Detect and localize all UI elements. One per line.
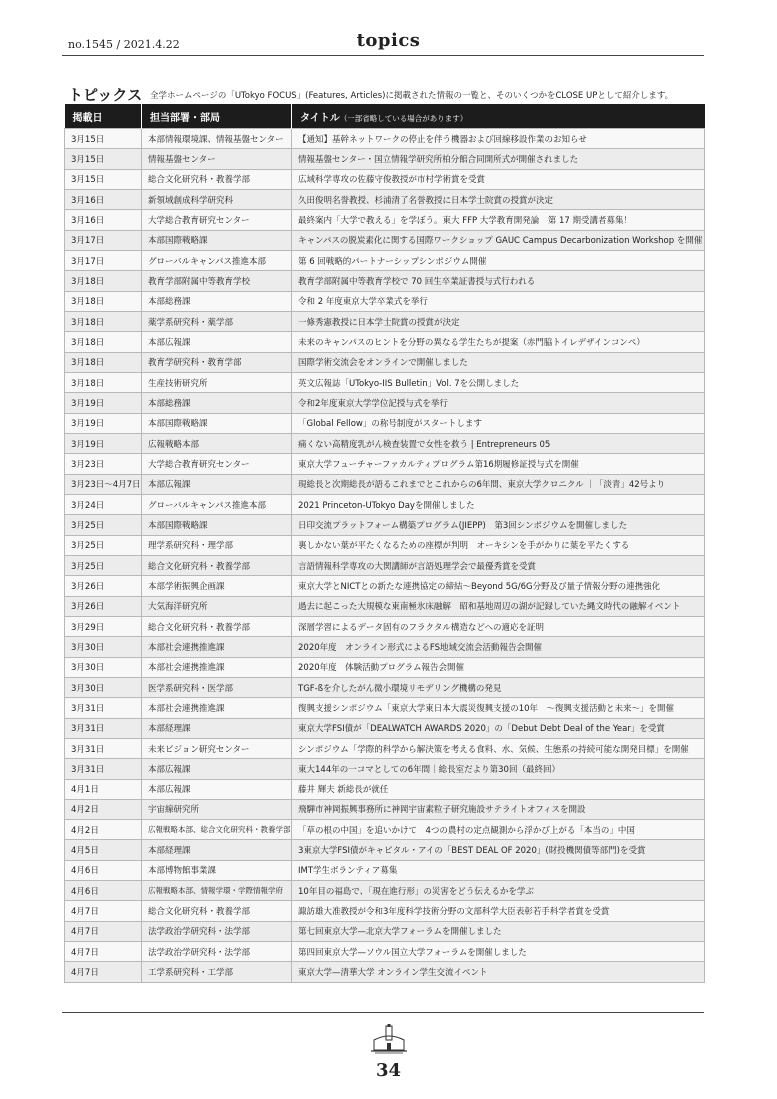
cell-dept: 生産技術研究所 xyxy=(142,372,292,392)
cell-title: シンポジウム「学際的科学から解決策を考える食料、水、気候、生態系の持続可能な開発目標」を開催 xyxy=(292,738,705,758)
cell-title: 10年目の福島で、「現在進行形」の災害をどう伝えるかを学ぶ xyxy=(292,881,705,901)
cell-title: TGF-ßを介したがん微小環境リモデリング機構の発見 xyxy=(292,677,705,697)
cell-date: 3月25日 xyxy=(65,555,142,575)
table-row xyxy=(65,555,705,575)
cell-title: IMT学生ボランティア募集 xyxy=(292,860,705,880)
cell-date: 3月25日 xyxy=(65,515,142,535)
cell-dept: 新領域創成科学研究科 xyxy=(142,189,292,209)
table-row xyxy=(65,372,705,392)
cell-dept: 本部広報課 xyxy=(142,332,292,352)
table-row xyxy=(65,169,705,189)
table-row xyxy=(65,901,705,921)
cell-title: 令和2年度東京大学学位記授与式を挙行 xyxy=(292,393,705,413)
table-row xyxy=(65,210,705,230)
page-number: 34 xyxy=(375,1060,402,1081)
cell-title: 最終案内「大学で教える」を学ぼう。東大 FFP 大学教育開発論 第 17 期受講者募集！ xyxy=(292,210,705,230)
cell-title: 裏しかない葉が平たくなるための座標が判明 オーキシンを手がかりに葉を平たくする xyxy=(292,535,705,555)
cell-date: 3月19日 xyxy=(65,413,142,433)
cell-date: 3月31日 xyxy=(65,698,142,718)
cell-dept: 総合文化研究科・教養学部 xyxy=(142,169,292,189)
cell-title: 2020年度 体験活動プログラム報告会開催 xyxy=(292,657,705,677)
cell-dept: 本部広報課 xyxy=(142,474,292,494)
cell-title: 2020年度 オンライン形式によるFS地域交流会活動報告会開催 xyxy=(292,637,705,657)
cell-dept: 本部国際戦略課 xyxy=(142,230,292,250)
cell-dept: 総合文化研究科・教養学部 xyxy=(142,616,292,636)
table-row xyxy=(65,637,705,657)
column-header-title-note: （一部省略している場合があります） xyxy=(339,113,468,123)
cell-title: 現総長と次期総長が語るこれまでとこれからの6年間、東京大学クロニクル ｜「淡青」42号より xyxy=(292,474,705,494)
cell-title: 諏訪雄大准教授が令和3年度科学技術分野の文部科学大臣表彰若手科学者賞を受賞 xyxy=(292,901,705,921)
cell-dept: 未来ビジョン研究センター xyxy=(142,738,292,758)
cell-dept: 宇宙線研究所 xyxy=(142,799,292,819)
cell-date: 3月30日 xyxy=(65,637,142,657)
cell-title: 言語情報科学専攻の大関講師が言語処理学会で最優秀賞を受賞 xyxy=(292,555,705,575)
cell-dept: 本部博物館事業課 xyxy=(142,860,292,880)
cell-dept: 大学総合教育研究センター xyxy=(142,210,292,230)
cell-dept: グローバルキャンパス推進本部 xyxy=(142,494,292,514)
cell-title: 令和 2 年度東京大学卒業式を挙行 xyxy=(292,291,705,311)
table-row xyxy=(65,271,705,291)
table-row xyxy=(65,291,705,311)
intro-text: 全学ホームページの「UTokyo FOCUS」(Features, Articles)に掲載された情報の一覧と、そのいくつかをCLOSE UPとして紹介します。 xyxy=(150,91,674,101)
table-row xyxy=(65,840,705,860)
table-row xyxy=(65,129,705,149)
cell-dept: 本部総務課 xyxy=(142,291,292,311)
table-row xyxy=(65,494,705,514)
column-header-title-label: タイトル xyxy=(300,112,340,124)
table-row xyxy=(65,921,705,941)
cell-date: 3月29日 xyxy=(65,616,142,636)
cell-date: 4月6日 xyxy=(65,881,142,901)
cell-date: 4月6日 xyxy=(65,860,142,880)
cell-date: 3月18日 xyxy=(65,311,142,331)
cell-title: 東京大学FSI債が「DEALWATCH AWARDS 2020」の「Debut Debt Deal of the Year」を受賞 xyxy=(292,718,705,738)
cell-dept: 総合文化研究科・教養学部 xyxy=(142,901,292,921)
table-row xyxy=(65,779,705,799)
cell-title: 東京大学—清華大学 オンライン学生交流イベント xyxy=(292,962,705,982)
cell-date: 4月5日 xyxy=(65,840,142,860)
cell-date: 4月7日 xyxy=(65,921,142,941)
topics-table xyxy=(64,104,705,983)
cell-title: 3東京大学FSI債がキャピタル・アイの「BEST DEAL OF 2020」(財投機関債等部門)を受賞 xyxy=(292,840,705,860)
table-row xyxy=(65,718,705,738)
cell-dept: 広報戦略本部、情報学環・学際情報学府 xyxy=(142,881,292,901)
table-row xyxy=(65,759,705,779)
cell-dept: 薬学系研究科・薬学部 xyxy=(142,311,292,331)
table-row xyxy=(65,820,705,840)
cell-title: 広域科学専攻の佐藤守俊教授が市村学術賞を受賞 xyxy=(292,169,705,189)
table-row xyxy=(65,942,705,962)
cell-date: 3月25日 xyxy=(65,535,142,555)
table-row xyxy=(65,230,705,250)
cell-date: 3月18日 xyxy=(65,372,142,392)
cell-date: 3月31日 xyxy=(65,759,142,779)
table-row xyxy=(65,657,705,677)
column-header-dept: 担当部署・部局 xyxy=(142,104,292,129)
cell-date: 3月30日 xyxy=(65,657,142,677)
cell-dept: 大学総合教育研究センター xyxy=(142,454,292,474)
column-header-date: 掲載日 xyxy=(65,104,142,129)
table-row xyxy=(65,860,705,880)
cell-dept: 本部情報環境課、情報基盤センター xyxy=(142,129,292,149)
cell-date: 4月2日 xyxy=(65,820,142,840)
cell-date: 3月31日 xyxy=(65,718,142,738)
table-row xyxy=(65,738,705,758)
cell-dept: 本部社会連携推進課 xyxy=(142,657,292,677)
cell-title: 教育学部附属中等教育学校で 70 回生卒業証書授与式行われる xyxy=(292,271,705,291)
table-row xyxy=(65,698,705,718)
cell-dept: 本部国際戦略課 xyxy=(142,515,292,535)
cell-dept: 広報戦略本部、総合文化研究科・教養学部 xyxy=(142,820,292,840)
cell-title: 「草の根の中国」を追いかけて 4つの農村の定点観測から浮かび上がる「本当の」中国 xyxy=(292,820,705,840)
cell-date: 4月7日 xyxy=(65,901,142,921)
table-row xyxy=(65,250,705,270)
table-row xyxy=(65,799,705,819)
cell-dept: グローバルキャンパス推進本部 xyxy=(142,250,292,270)
cell-title: 痛くない高精度乳がん検査装置で女性を救う | Entrepreneurs 05 xyxy=(292,433,705,453)
table-row xyxy=(65,677,705,697)
cell-date: 3月17日 xyxy=(65,230,142,250)
cell-title: 第 6 回戦略的パートナーシップシンポジウム開催 xyxy=(292,250,705,270)
column-header-title xyxy=(292,104,705,129)
table-row xyxy=(65,149,705,169)
cell-title: 東大144年の一コマとしての6年間｜総長室だより第30回（最終回） xyxy=(292,759,705,779)
cell-title: 久田俊明名誉教授、杉浦清了名誉教授に日本学士院賞の授賞が決定 xyxy=(292,189,705,209)
cell-dept: 情報基盤センター xyxy=(142,149,292,169)
cell-date: 4月7日 xyxy=(65,962,142,982)
cell-date: 3月19日 xyxy=(65,393,142,413)
cell-date: 3月23日 xyxy=(65,454,142,474)
table-row xyxy=(65,189,705,209)
cell-date: 3月15日 xyxy=(65,129,142,149)
cell-date: 4月2日 xyxy=(65,799,142,819)
cell-dept: 工学系研究科・工学部 xyxy=(142,962,292,982)
cell-dept: 総合文化研究科・教養学部 xyxy=(142,555,292,575)
cell-dept: 大気海洋研究所 xyxy=(142,596,292,616)
cell-title: キャンパスの脱炭素化に関する国際ワークショップ GAUC Campus Decarbonization Workshop を開催 xyxy=(292,230,705,250)
cell-title: 未来のキャンパスのヒントを分野の異なる学生たちが提案（赤門脇トイレデザインコンペ） xyxy=(292,332,705,352)
cell-title: 東京大学とNICTとの新たな連携協定の締結〜Beyond 5G/6G分野及び量子情報分野の連携強化 xyxy=(292,576,705,596)
table-row xyxy=(65,352,705,372)
cell-date: 3月18日 xyxy=(65,271,142,291)
table-row xyxy=(65,962,705,982)
cell-dept: 医学系研究科・医学部 xyxy=(142,677,292,697)
cell-title: 藤井 輝夫 新総長が就任 xyxy=(292,779,705,799)
table-row xyxy=(65,454,705,474)
header-rule xyxy=(62,55,704,56)
table-row xyxy=(65,311,705,331)
cell-date: 3月24日 xyxy=(65,494,142,514)
cell-date: 3月19日 xyxy=(65,433,142,453)
cell-dept: 本部社会連携推進課 xyxy=(142,637,292,657)
cell-title: 英文広報誌「UTokyo-IIS Bulletin」Vol. 7を公開しました xyxy=(292,372,705,392)
cell-date: 3月15日 xyxy=(65,149,142,169)
cell-dept: 本部広報課 xyxy=(142,779,292,799)
issue-info: no.1545 / 2021.4.22 xyxy=(68,38,180,51)
cell-date: 3月30日 xyxy=(65,677,142,697)
table-row xyxy=(65,433,705,453)
cell-date: 3月26日 xyxy=(65,576,142,596)
cell-title: 東京大学フューチャーファカルティプログラム第16期履修証授与式を開催 xyxy=(292,454,705,474)
table-row xyxy=(65,515,705,535)
cell-dept: 本部経理課 xyxy=(142,840,292,860)
cell-dept: 本部広報課 xyxy=(142,759,292,779)
cell-title: 第四回東京大学—ソウル国立大学フォーラムを開催しました xyxy=(292,942,705,962)
cell-title: 復興支援シンポジウム「東京大学東日本大震災復興支援の10年 〜復興支援活動と未来〜」を開催 xyxy=(292,698,705,718)
cell-dept: 教育学研究科・教育学部 xyxy=(142,352,292,372)
cell-title: 日印交流プラットフォーム構築プログラム(JIEPP) 第3回シンポジウムを開催しました xyxy=(292,515,705,535)
cell-title: 【通知】基幹ネットワークの停止を伴う機器および回線移設作業のお知らせ xyxy=(292,129,705,149)
table-row xyxy=(65,474,705,494)
table-row xyxy=(65,881,705,901)
cell-title: 飛騨市神岡振興事務所に神岡宇宙素粒子研究施設サテライトオフィスを開設 xyxy=(292,799,705,819)
cell-dept: 本部経理課 xyxy=(142,718,292,738)
cell-date: 3月18日 xyxy=(65,332,142,352)
cell-dept: 本部社会連携推進課 xyxy=(142,698,292,718)
cell-title: 情報基盤センター・国立情報学研究所柏分館合同開所式が開催されました xyxy=(292,149,705,169)
table-header-row xyxy=(65,104,705,129)
cell-date: 3月15日 xyxy=(65,169,142,189)
cell-dept: 教育学部附属中等教育学校 xyxy=(142,271,292,291)
cell-title: 「Global Fellow」の称号制度がスタートします xyxy=(292,413,705,433)
cell-title: 第七回東京大学—北京大学フォーラムを開催しました xyxy=(292,921,705,941)
page-heading: トピックス xyxy=(68,86,143,104)
cell-title: 一條秀憲教授に日本学士院賞の授賞が決定 xyxy=(292,311,705,331)
cell-title: 過去に起こった大規模な東南極氷床融解 昭和基地周辺の湖が記録していた縄文時代の融解イベント xyxy=(292,596,705,616)
cell-dept: 理学系研究科・理学部 xyxy=(142,535,292,555)
cell-date: 3月17日 xyxy=(65,250,142,270)
cell-title: 国際学術交流会をオンラインで開催しました xyxy=(292,352,705,372)
table-row xyxy=(65,413,705,433)
cell-date: 4月1日 xyxy=(65,779,142,799)
cell-title: 深層学習によるデータ固有のフラクタル構造などへの適応を証明 xyxy=(292,616,705,636)
cell-date: 3月16日 xyxy=(65,210,142,230)
cell-date: 3月26日 xyxy=(65,596,142,616)
table-row xyxy=(65,596,705,616)
table-row xyxy=(65,332,705,352)
cell-dept: 本部学術振興企画課 xyxy=(142,576,292,596)
cell-date: 3月23日〜4月7日 xyxy=(65,474,142,494)
table-row xyxy=(65,576,705,596)
cell-dept: 本部総務課 xyxy=(142,393,292,413)
cell-title: 2021 Princeton-UTokyo Dayを開催しました xyxy=(292,494,705,514)
cell-dept: 法学政治学研究科・法学部 xyxy=(142,921,292,941)
table-row xyxy=(65,535,705,555)
cell-date: 3月18日 xyxy=(65,291,142,311)
footer-rule xyxy=(62,1012,704,1013)
table-row xyxy=(65,393,705,413)
cell-dept: 本部国際戦略課 xyxy=(142,413,292,433)
cell-date: 3月16日 xyxy=(65,189,142,209)
cell-date: 3月18日 xyxy=(65,352,142,372)
section-title: topics xyxy=(356,30,421,51)
cell-date: 4月7日 xyxy=(65,942,142,962)
yasuda-auditorium-icon xyxy=(371,1024,407,1054)
table-row xyxy=(65,616,705,636)
cell-dept: 広報戦略本部 xyxy=(142,433,292,453)
cell-dept: 法学政治学研究科・法学部 xyxy=(142,942,292,962)
cell-date: 3月31日 xyxy=(65,738,142,758)
